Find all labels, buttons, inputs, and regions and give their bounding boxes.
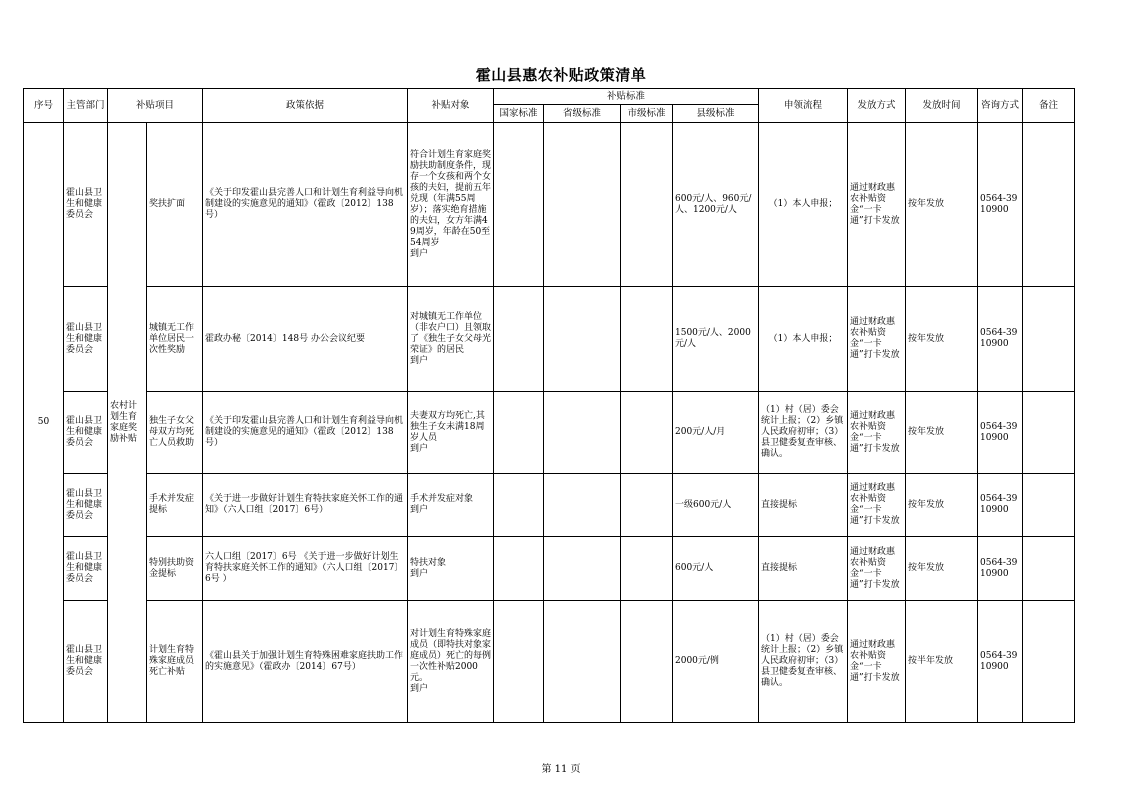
method-cell: 通过财政惠农补贴资金“一卡通”打卡发放 [848,474,906,537]
remark-cell [1023,474,1075,537]
city-cell [621,474,673,537]
contact-cell: 0564-3910900 [978,474,1023,537]
method-cell: 通过财政惠农补贴资金“一卡通”打卡发放 [848,287,906,392]
basis-cell: 六人口组〔2017〕6号 《关于进一步做好计划生育特扶家庭关怀工作的通知》（六人口组〔2017〕6号 ） [203,537,408,601]
basis-cell: 《关于印发霍山县完善人口和计划生育利益导向机制建设的实施意见的通知》（霍政〔2012〕138号） [203,392,408,474]
process-cell: 直接提标 [759,474,848,537]
national-cell [494,392,544,474]
national-cell [494,474,544,537]
item-cell: 手术并发症提标 [147,474,203,537]
city-cell [621,601,673,723]
national-cell [494,123,544,287]
seq-cell: 50 [24,123,64,723]
basis-cell: 《关于印发霍山县完善人口和计划生育利益导向机制建设的实施意见的通知》（霍政〔2012〕138号） [203,123,408,287]
time-cell: 按年发放 [906,123,978,287]
table-row [24,474,1075,537]
header-national: 国家标准 [494,105,544,123]
header-department: 主管部门 [64,89,108,123]
provincial-cell [544,474,621,537]
process-cell: （1）村（居）委会统计上报；（2）乡镇人民政府初审；（3）县卫健委复查审核、确认。 [759,601,848,723]
header-county: 县级标准 [673,105,759,123]
city-cell [621,392,673,474]
category-cell: 农村计划生育家庭奖励补贴 [108,123,147,723]
header-city: 市级标准 [621,105,673,123]
target-cell: 手术并发症对象 到户 [408,474,494,537]
remark-cell [1023,123,1075,287]
provincial-cell [544,537,621,601]
county-cell: 200元/人/月 [673,392,759,474]
header-time: 发放时间 [906,89,978,123]
header-basis: 政策依据 [203,89,408,123]
table-row [24,123,1075,287]
header-method: 发放方式 [848,89,906,123]
time-cell: 按年发放 [906,474,978,537]
contact-cell: 0564-3910900 [978,537,1023,601]
department-cell: 霍山县卫生和健康委员会 [64,123,108,287]
time-cell: 按年发放 [906,392,978,474]
target-cell: 对计划生育特殊家庭成员（即特扶对象家庭成员）死亡的每例一次性补贴2000元。 到户 [408,601,494,723]
header-seq: 序号 [24,89,64,123]
contact-cell: 0564-3910900 [978,287,1023,392]
method-cell: 通过财政惠农补贴资金“一卡通”打卡发放 [848,537,906,601]
basis-cell: 《关于进一步做好计划生育特扶家庭关怀工作的通知》（六人口组〔2017〕6号） [203,474,408,537]
provincial-cell [544,601,621,723]
city-cell [621,287,673,392]
department-cell: 霍山县卫生和健康委员会 [64,392,108,474]
method-cell: 通过财政惠农补贴资金“一卡通”打卡发放 [848,392,906,474]
contact-cell: 0564-3910900 [978,392,1023,474]
city-cell [621,123,673,287]
item-cell: 特别扶助资金提标 [147,537,203,601]
header-remark: 备注 [1023,89,1075,123]
item-cell: 奖扶扩面 [147,123,203,287]
target-cell: 特扶对象 到户 [408,537,494,601]
item-cell: 独生子女父母双方均死亡人员救助 [147,392,203,474]
header-standard: 补贴标准 [494,89,759,105]
target-cell: 夫妻双方均死亡,其独生子女未满18周岁人员 到户 [408,392,494,474]
page-title: 霍山县惠农补贴政策清单 [475,66,647,84]
department-cell: 霍山县卫生和健康委员会 [64,474,108,537]
process-cell: 直接提标 [759,537,848,601]
city-cell [621,537,673,601]
page-number: 第 11 页 [541,764,581,775]
method-cell: 通过财政惠农补贴资金“一卡通”打卡发放 [848,123,906,287]
contact-cell: 0564-3910900 [978,123,1023,287]
department-cell: 霍山县卫生和健康委员会 [64,287,108,392]
provincial-cell [544,123,621,287]
header-contact: 咨询方式 [978,89,1023,123]
process-cell: （1）本人申报； [759,287,848,392]
remark-cell [1023,287,1075,392]
process-cell: （1）村（居）委会统计上报；（2）乡镇人民政府初审；（3）县卫健委复查审核、确认。 [759,392,848,474]
national-cell [494,601,544,723]
provincial-cell [544,287,621,392]
remark-cell [1023,392,1075,474]
table-row [24,392,1075,474]
process-cell: （1）本人申报； [759,123,848,287]
department-cell: 霍山县卫生和健康委员会 [64,537,108,601]
header-target: 补贴对象 [408,89,494,123]
subsidy-table [23,88,1075,723]
target-cell: 符合计划生育家庭奖励扶助制度条件，现存一个女孩和两个女孩的夫妇，提前五年兑现（年满55周岁）；落实绝育措施的夫妇，女方年满49周岁，年龄在50至54周岁 到户 [408,123,494,287]
remark-cell [1023,601,1075,723]
method-cell: 通过财政惠农补贴资金“一卡通”打卡发放 [848,601,906,723]
time-cell: 按半年发放 [906,601,978,723]
basis-cell: 霍政办秘〔2014〕148号 办公会议纪要 [203,287,408,392]
item-cell: 城镇无工作单位居民一次性奖励 [147,287,203,392]
header-provincial: 省级标准 [544,105,621,123]
header-project: 补贴项目 [108,89,203,123]
county-cell: 一级600元/人 [673,474,759,537]
national-cell [494,287,544,392]
item-cell: 计划生育特殊家庭成员死亡补贴 [147,601,203,723]
contact-cell: 0564-3910900 [978,601,1023,723]
header-process: 申领流程 [759,89,848,123]
provincial-cell [544,392,621,474]
national-cell [494,537,544,601]
county-cell: 600元/人、960元/人、1200元/人 [673,123,759,287]
table-row [24,537,1075,601]
target-cell: 对城镇无工作单位（非农户口）且领取了《独生子女父母光荣证》的居民 到户 [408,287,494,392]
basis-cell: 《霍山县关于加强计划生育特殊困难家庭扶助工作的实施意见》（霍政办〔2014〕67号） [203,601,408,723]
department-cell: 霍山县卫生和健康委员会 [64,601,108,723]
county-cell: 600元/人 [673,537,759,601]
county-cell: 1500元/人、2000元/人 [673,287,759,392]
time-cell: 按年发放 [906,287,978,392]
county-cell: 2000元/例 [673,601,759,723]
table-row [24,287,1075,392]
time-cell: 按年发放 [906,537,978,601]
remark-cell [1023,537,1075,601]
table-row [24,601,1075,723]
